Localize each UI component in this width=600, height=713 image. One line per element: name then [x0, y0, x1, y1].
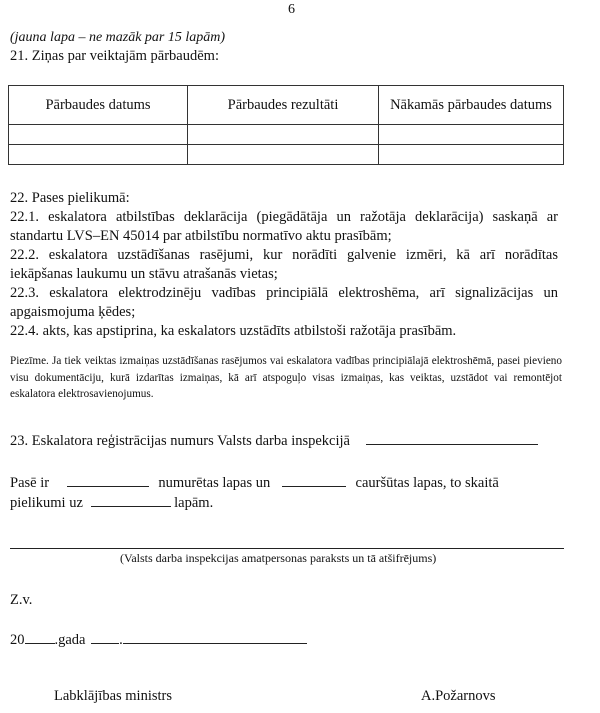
date-month-blank	[123, 631, 307, 644]
pages-text-1: Pasē ir	[10, 475, 50, 491]
inspections-table	[8, 85, 564, 165]
table-cell	[9, 125, 188, 145]
registration-number-blank	[366, 432, 538, 445]
appendix-pages-blank	[91, 494, 171, 507]
registration-number-label: 23. Eskalatora reģistrācijas numurs Valsts darba inspekcijā	[10, 433, 350, 449]
section-22-item-1: 22.1. eskalatora atbilstības deklarācija (piegādātāja un ražotāja deklarācija) saskaņā ar standartu LVS–EN 45014 par atbilstību normatīvo aktu prasībām;	[10, 209, 558, 244]
table-cell	[379, 125, 564, 145]
numbered-pages-blank	[67, 474, 149, 487]
table-cell	[188, 125, 379, 145]
pages-text-4: pielikumi uz	[10, 495, 83, 511]
date-year-prefix: 20	[10, 632, 25, 648]
column-check-results: Pārbaudes rezultāti	[188, 86, 379, 125]
pages-text-5: lapām.	[174, 495, 214, 511]
signature-line	[10, 548, 564, 549]
new-page-note: (jauna lapa – ne mazāk par 15 lapām)	[10, 30, 226, 45]
table-cell	[379, 145, 564, 165]
section-22-item-4: 22.4. akts, kas apstiprina, ka eskalators uzstādīts atbilstoši ražotāja prasībām.	[10, 323, 457, 339]
date-line: 20 .gada .	[10, 631, 307, 649]
date-gada: .gada	[54, 632, 86, 648]
table-row	[9, 145, 564, 165]
stamp-place: Z.v.	[10, 592, 33, 608]
page-number: 6	[288, 2, 295, 17]
date-day-blank	[91, 631, 119, 644]
section-22-title: 22. Pases pielikumā:	[10, 190, 130, 206]
pages-line-1	[10, 474, 499, 492]
pages-line-2	[10, 494, 213, 512]
pages-text-3: cauršūtas lapas, to skaitā	[355, 475, 499, 491]
stitched-pages-blank	[282, 474, 346, 487]
minister-position: Labklājības ministrs	[54, 688, 172, 704]
pages-text-2: numurētas lapas un	[158, 475, 271, 491]
column-check-date: Pārbaudes datums	[9, 86, 188, 125]
section-21-title: 21. Ziņas par veiktajām pārbaudēm:	[10, 48, 219, 64]
table-cell	[188, 145, 379, 165]
section-22-item-3: 22.3. eskalatora elektrodzinēju vadības principiālā elektroshēma, arī signalizācijas un apgaismojuma ķēdes;	[10, 285, 558, 320]
column-next-check-date: Nākamās pārbaudes datums	[379, 86, 564, 125]
section-23-line	[10, 432, 538, 450]
date-year-blank	[25, 631, 55, 644]
minister-name: A.Požarnovs	[421, 688, 496, 704]
table-row	[9, 125, 564, 145]
note-text: Piezīme. Ja tiek veiktas izmaiņas uzstādīšanas rasējumos vai eskalatora vadības principiālajā elektroshēmā, pasei pievieno visu dokumentāciju, kurā izdarītas izmaiņas, kā arī atspoguļo visas izmaiņas, kas veiktas, uzstādot vai remontējot eskalatora elektrosavienojumus.	[10, 355, 562, 400]
table-header-row	[9, 86, 564, 125]
table-cell	[9, 145, 188, 165]
signature-caption: (Valsts darba inspekcijas amatpersonas paraksts un tā atšifrējums)	[120, 551, 437, 565]
section-22-item-2: 22.2. eskalatora uzstādīšanas rasējumi, kur norādīti galvenie izmēri, kā arī norādītas iekāpšanas laukumu un stāvu atrašanās vietas;	[10, 247, 558, 282]
